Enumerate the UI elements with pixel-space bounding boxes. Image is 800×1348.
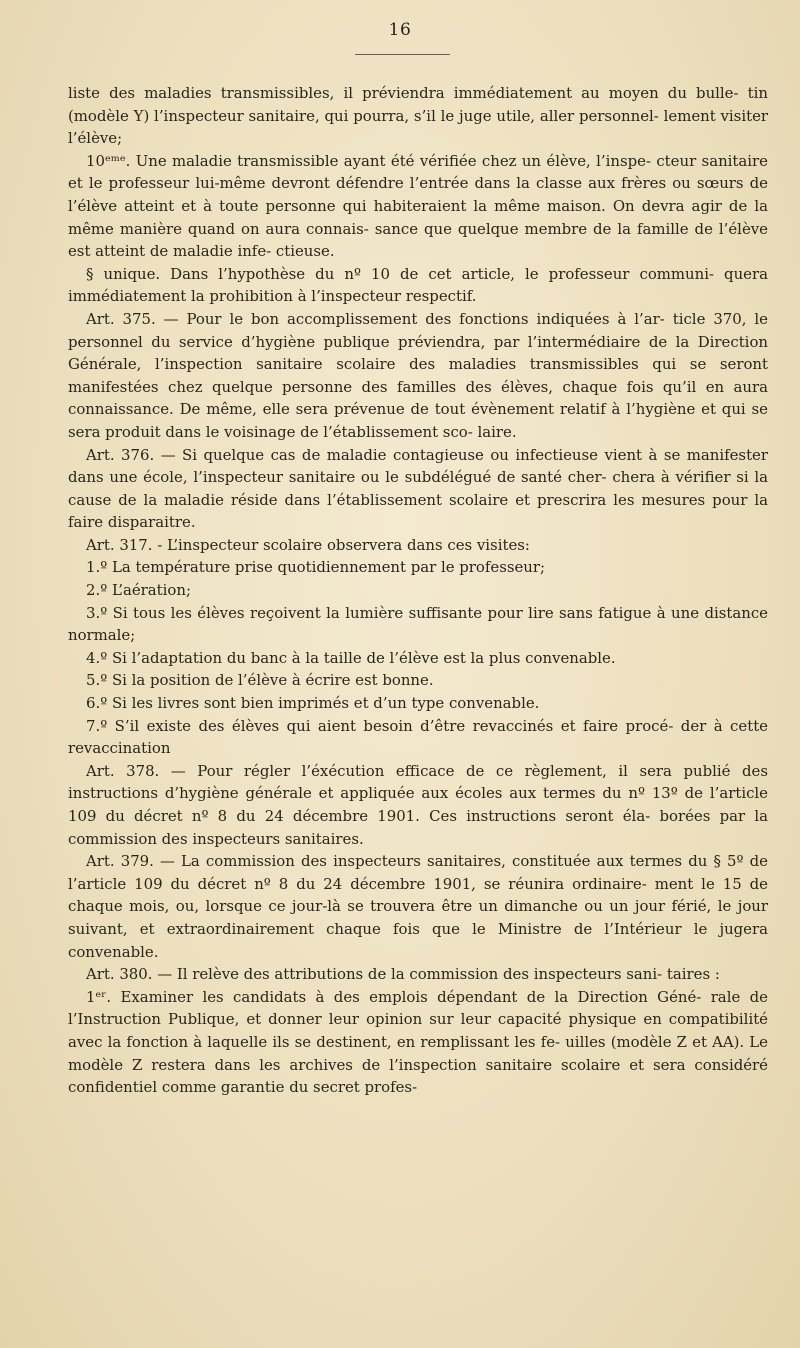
list-item-3: 3.º Si tous les élèves reçoivent la lumière suffisante pour lire sans fatigue à une distance normale; bbox=[68, 603, 768, 645]
article-379: Art. 379. — La commission des inspecteurs sanitaires, constituée aux termes du § 5º de l’article 109 du décret nº 8 du 24 décembre 1901, se réunira ordinaire- ment le 15 de chaque mois, ou, lorsque ce jour-là se trouvera être un dimanche ou un jour férié, le jour suivant, et extraordinairement chaque fois que le Ministre de l’Intérieur le jugera convenable. bbox=[68, 852, 768, 961]
list-item-6: 6.º Si les livres sont bien imprimés et d’un type convenable. bbox=[86, 694, 540, 713]
paragraph-unique: § unique. Dans l’hypothèse du nº 10 de cet article, le professeur communi- quera immédiatement la prohibition à l’inspecteur respectif. bbox=[68, 264, 768, 306]
article-376: Art. 376. — Si quelque cas de maladie contagieuse ou infectieuse vient à se manifester dans une école, l’inspecteur sanitaire ou le subdélégué de santé cher- chera à vérifier si la cause de la maladie réside dans l’établissement scolaire et prescrira les mesures pour la faire disparaitre. bbox=[68, 445, 768, 532]
header-rule bbox=[355, 54, 450, 55]
list-item-2: 2.º L’aération; bbox=[86, 581, 191, 600]
article-317: Art. 317. - L’inspecteur scolaire observera dans ces visites: bbox=[86, 535, 530, 554]
list-item-5: 5.º Si la position de l’élève à écrire est bonne. bbox=[86, 671, 434, 690]
list-item-7: 7.º S’il existe des élèves qui aient besoin d’être revaccinés et faire procé- der à cette revaccination bbox=[68, 716, 768, 758]
page-number: 16 bbox=[388, 20, 412, 40]
article-378: Art. 378. — Pour régler l’éxécution efficace de ce règlement, il sera publié des instructions d’hygiène générale et appliquée aux écoles aux termes du nº 13º de l’article 109 du décret nº 8 du 24 décembre 1901. Ces instructions seront éla- borées par la commission des inspecteurs sanitaires. bbox=[68, 761, 768, 848]
paragraph-1: liste des maladies transmissibles, il préviendra immédiatement au moyen du bulle- tin (modèle Y) l’inspecteur sanitaire, qui pourra, s’il le juge utile, aller personnel- lement visiter l’élève; bbox=[68, 84, 768, 148]
article-380: Art. 380. — Il relève des attributions de la commission des inspecteurs sani- taires : bbox=[86, 965, 720, 984]
list-item-1: 1.º La température prise quotidiennement par le professeur; bbox=[86, 558, 546, 577]
list-item-4: 4.º Si l’adaptation du banc à la taille de l’élève est la plus convenable. bbox=[86, 648, 616, 667]
article-380-item-1: 1ᵉʳ. Examiner les candidats à des emplois dépendant de la Direction Géné- rale de l’Instruction Publique, et donner leur opinion sur leur capacité physique en compatibilité avec la fonction à laquelle ils se destinent, en remplissant les fe- uilles (modèle Z et AA). Le modèle Z restera dans les archives de l’inspection sanitaire scolaire et sera considéré confidentiel comme garantie du secret profes- bbox=[68, 987, 768, 1097]
article-375: Art. 375. — Pour le bon accomplissement des fonctions indiquées à l’ar- ticle 370, le personnel du service d’hygiène publique préviendra, par l’intermédiaire de la Direction Générale, l’inspection sanitaire scolaire des maladies transmissibles qui se seront manifestées chez quelque personne des familles des élèves, chaque fois qu’il en aura connaissance. De même, elle sera prévenue de tout évènement relatif à l’hygiène et qui se sera produit dans le voisinage de l’établissement sco- laire. bbox=[68, 309, 768, 441]
document-body bbox=[68, 82, 768, 1099]
paragraph-item-10: 10ᵉᵐᵉ. Une maladie transmissible ayant été vérifiée chez un élève, l’inspe- cteur sanitaire et le professeur lui-même devront défendre l’entrée dans la classe aux frères ou sœurs de l’élève atteint et à toute personne qui habiteraient la même maison. On devra agir de la même manière quand on aura connais- sance que quelque membre de la famille de l’élève est atteint de maladie infe- ctieuse. bbox=[68, 151, 768, 261]
